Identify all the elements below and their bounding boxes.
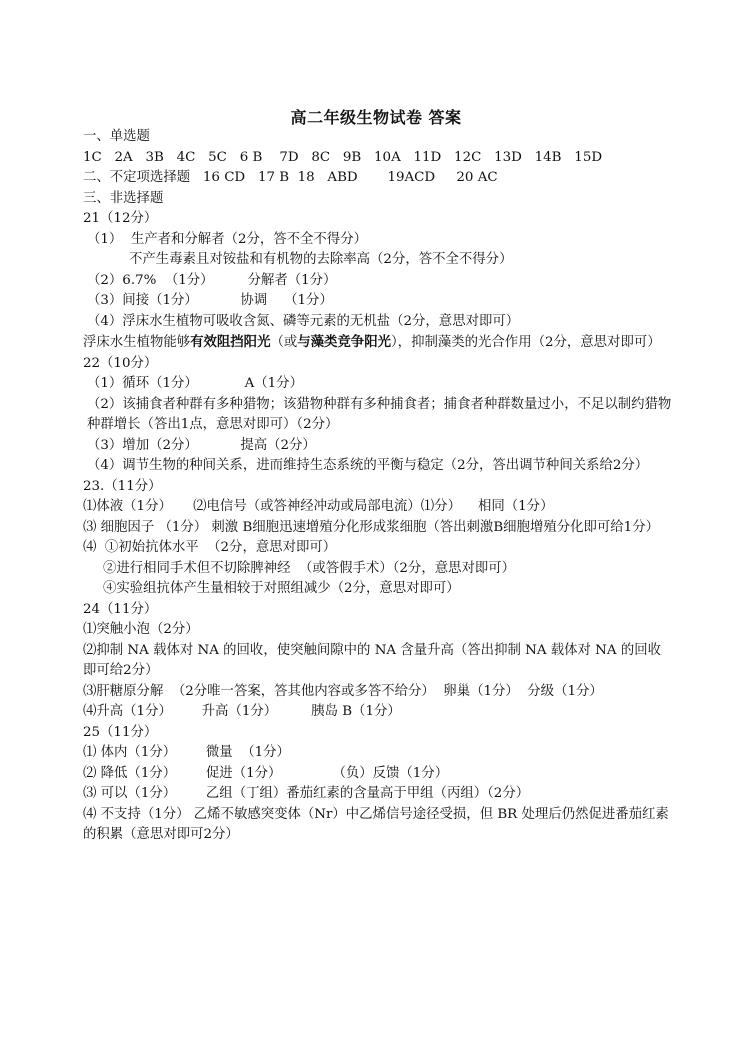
answer-line: ⑷ ①初始抗体水平 （2分，意思对即可） xyxy=(83,540,337,555)
answer-line: ⑷ 不支持（1分） 乙烯不敏感突变体（Nr）中乙烯信号途径受损，但 BR 处理后仍然促进番茄红素的积累（意思对即可2分） xyxy=(83,806,669,842)
answer-body xyxy=(83,127,673,846)
answer-line: ⑴突触小泡（2分） xyxy=(83,622,199,637)
answer-line: （1） 生产者和分解者（2分，答不全不得分） xyxy=(87,231,367,247)
answer-line: （2）6.7% （1分） 分解者（1分） xyxy=(87,272,337,288)
answer-line: （4）浮床水生植物可吸收含氮、磷等元素的无机盐（2分，意思对即可） xyxy=(87,313,520,329)
answer-line: ⑶ 可以（1分） 乙组（丁组）番茄红素的含量高于甲组（丙组）（2分） xyxy=(83,786,530,801)
answer-line: ⑶ 细胞因子 （1分） 刺激 B细胞迅速增殖分化形成浆细胞（答出刺激B细胞增殖分化即可给1分） xyxy=(83,519,659,535)
text-run: （或 xyxy=(270,335,298,350)
answer-line: ⑵抑制 NA 载体对 NA 的回收，使突触间隙中的 NA 含量升高（答出抑制 NA 载体对 NA 的回收即可给2分） xyxy=(83,642,661,678)
answer-line: （2）该捕食者种群有多种猎物；该猎物种群有多种捕食者；捕食者种群数量过小，不足以制约猎物种群增长（答出1点，意思对即可）（2分） xyxy=(87,396,672,432)
bold-text-run: 有效阻挡阳光 xyxy=(190,334,271,350)
answer-line: （4）调节生物的种间关系，进而维持生态系统的平衡与稳定（2分，答出调节种间关系给2分） xyxy=(87,458,649,473)
answer-line: ⑷升高（1分） 升高（1分） 胰岛 B（1分） xyxy=(83,704,401,719)
answer-line: 22（10分） xyxy=(83,355,158,371)
bold-text-run: 与藻类竞争阳光 xyxy=(297,334,391,350)
answer-line: ⑵ 降低（1分） 促进（1分） （负）反馈（1分） xyxy=(83,765,449,781)
answer-line: 25（11分） xyxy=(83,724,158,740)
answer-line: ⑶肝糖原分解 （2分唯一答案，答其他内容或多答不给分） 卵巢（1分） 分级（1分） xyxy=(83,683,603,699)
answer-line: 一、单选题 xyxy=(83,129,150,144)
answer-section-2 xyxy=(83,354,673,846)
answer-line: （1）循环（1分） A（1分） xyxy=(87,376,303,391)
answer-line: ⑴体液（1分） ⑵电信号（或答神经冲动或局部电流）⑴分） 相同（1分） xyxy=(83,499,554,514)
page-title: 高二年级生物试卷 答案 xyxy=(290,108,462,127)
answer-line: 1C 2A 3B 4C 5C 6 B 7D 8C 9B 10A 11D 12C 13D 14B 15D xyxy=(83,149,603,165)
answer-line: 24（11分） xyxy=(83,601,158,617)
answer-line: ④实验组抗体产生量相较于对照组减少（2分，意思对即可） xyxy=(103,581,460,596)
answer-line: 三、非选择题 xyxy=(83,190,164,206)
answer-line: 21（12分） xyxy=(83,211,158,226)
answer-line: （3）间接（1分） 协调 （1分） xyxy=(87,293,333,308)
answer-line: ⑴ 体内（1分） 微量 （1分） xyxy=(83,745,290,760)
answer-section-1 xyxy=(83,127,673,332)
answer-line: 23.（11分） xyxy=(83,478,162,494)
answer-line: 二、不定项选择题 16 CD 17 B 18 ABD 19ACD 20 AC xyxy=(83,170,498,185)
answer-line: 不产生毒素且对铵盐和有机物的去除率高（2分，答不全不得分） xyxy=(129,252,513,267)
answer-line: （3）增加（2分） 提高（2分） xyxy=(87,437,316,453)
answer-line: ②进行相同手术但不切除脾神经 （或答假手术）（2分，意思对即可） xyxy=(103,560,516,576)
answer-line-21-4-detail xyxy=(83,332,673,354)
text-run: ），抑制藻类的光合作用（2分，意思对即可） xyxy=(390,335,661,350)
text-run: 浮床水生植物能够 xyxy=(83,335,191,350)
